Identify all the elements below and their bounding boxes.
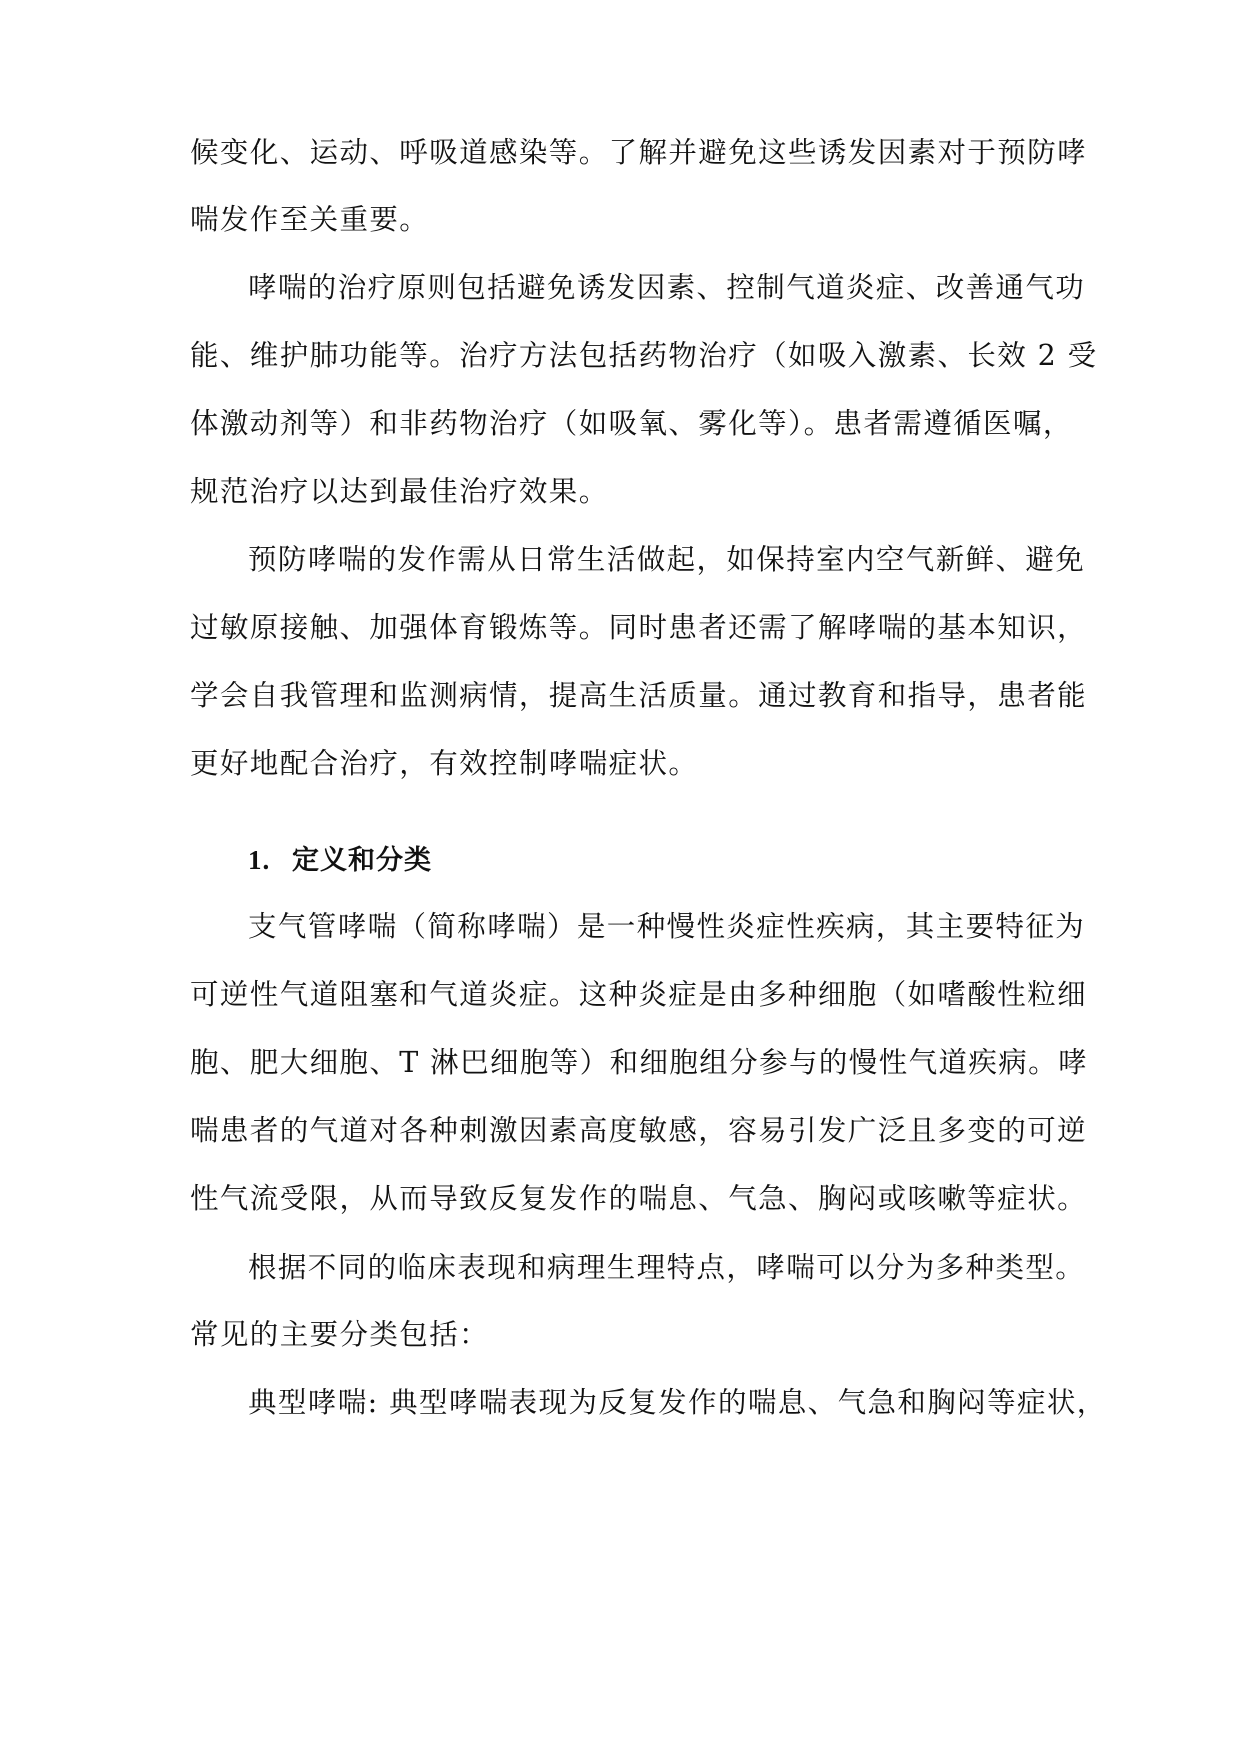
paragraph-line: 预防哮喘的发作需从日常生活做起，如保持室内空气新鲜、避免	[248, 543, 1086, 576]
paragraph-line: 根据不同的临床表现和病理生理特点，哮喘可以分为多种类型。	[248, 1251, 1086, 1284]
section-number: 1.	[248, 845, 271, 875]
paragraph-line: 喘发作至关重要。	[190, 203, 430, 236]
paragraph-line: 常见的主要分类包括：	[190, 1318, 490, 1351]
paragraph-line: 可逆性气道阻塞和气道炎症。这种炎症是由多种细胞（如嗜酸性粒细	[190, 978, 1088, 1011]
section-heading	[248, 840, 432, 881]
paragraph-line: 体激动剂等）和非药物治疗（如吸氧、雾化等）。患者需遵循医嘱，	[190, 407, 1073, 440]
paragraph-line: 学会自我管理和监测病情，提高生活质量。通过教育和指导，患者能	[190, 679, 1088, 712]
paragraph-line: 更好地配合治疗，有效控制哮喘症状。	[190, 747, 699, 780]
paragraph-line: 候变化、运动、呼吸道感染等。了解并避免这些诱发因素对于预防哮	[190, 136, 1088, 169]
paragraph-line: 性气流受限，从而导致反复发作的喘息、气急、胸闷或咳嗽等症状。	[190, 1182, 1088, 1215]
section-title: 定义和分类	[292, 845, 432, 876]
paragraph-line: 支气管哮喘（简称哮喘）是一种慢性炎症性疾病，其主要特征为	[248, 910, 1086, 943]
paragraph-line: 典型哮喘: 典型哮喘表现为反复发作的喘息、气急和胸闷等症状，	[248, 1386, 1107, 1419]
paragraph-line: 能、维护肺功能等。治疗方法包括药物治疗（如吸入激素、长效 2 受	[190, 339, 1098, 372]
paragraph-line: 喘患者的气道对各种刺激因素高度敏感，容易引发广泛且多变的可逆	[190, 1114, 1088, 1147]
paragraph-line: 过敏原接触、加强体育锻炼等。同时患者还需了解哮喘的基本知识，	[190, 611, 1088, 644]
paragraph-line: 规范治疗以达到最佳治疗效果。	[190, 475, 609, 508]
paragraph-line: 哮喘的治疗原则包括避免诱发因素、控制气道炎症、改善通气功	[248, 271, 1086, 304]
paragraph-line: 胞、肥大细胞、T 淋巴细胞等）和细胞组分参与的慢性气道疾病。哮	[190, 1046, 1088, 1079]
